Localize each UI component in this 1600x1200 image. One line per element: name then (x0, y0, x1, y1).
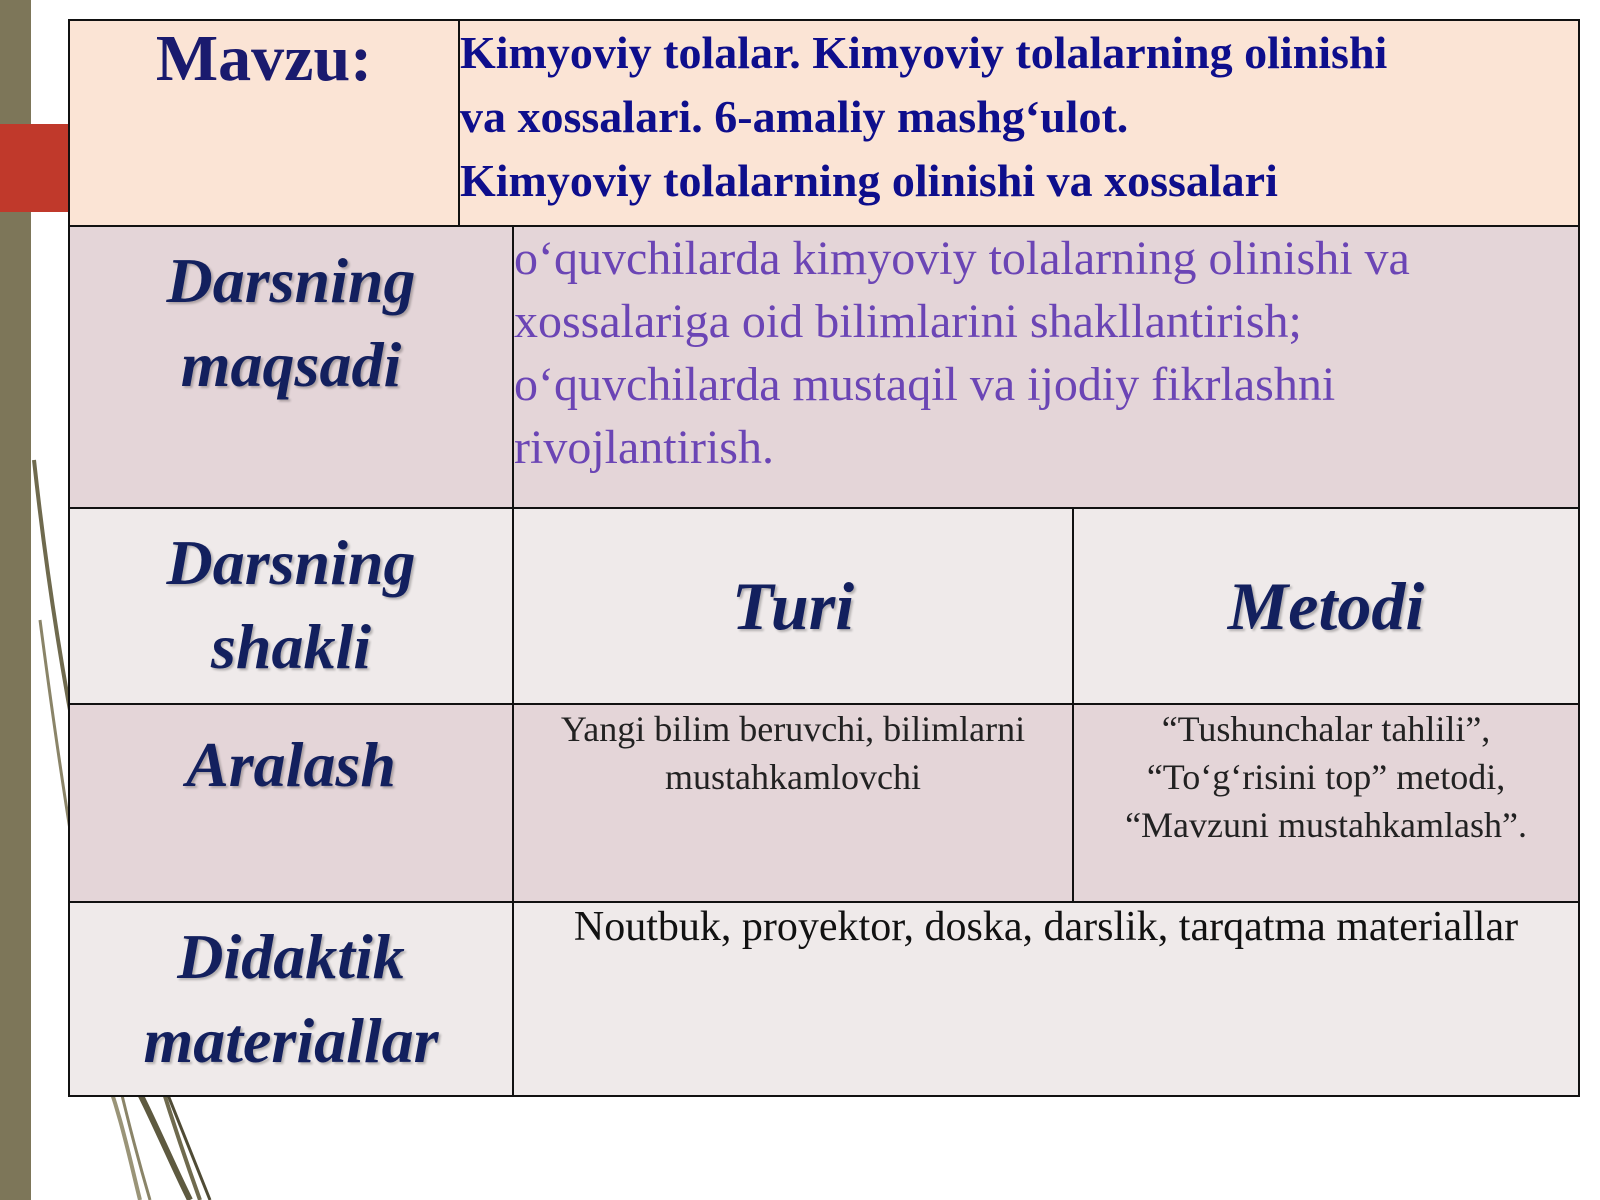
goal-line-1: o‘quvchilarda kimyoviy tolalarning olinishi va (514, 232, 1410, 285)
topic-row (69, 20, 1579, 226)
lesson-type-cell (513, 704, 1073, 902)
form-label (69, 508, 513, 704)
lesson-method-cell (1073, 704, 1579, 902)
goal-label (69, 226, 513, 508)
goal-line-4: rivojlantirish. (514, 421, 774, 474)
topic-label: Mavzu: (69, 20, 459, 226)
didactic-materials-text: Noutbuk, proyektor, doska, darslik, tarqatma materiallar (513, 902, 1579, 1096)
goal-line-2: xossalariga oid bilimlarini shakllantirish; (514, 295, 1302, 348)
form-label-line-1: Darsning (166, 527, 416, 598)
didactic-label-line-1: Didaktik (177, 921, 405, 992)
goal-line-3: o‘quvchilarda mustaqil va ijodiy fikrlashni (514, 358, 1336, 411)
type-column-header: Turi (513, 508, 1073, 704)
goal-label-line-2: maqsadi (180, 329, 402, 400)
method-line-3: “Mavzuni mustahkamlash”. (1125, 805, 1527, 845)
mixed-row (69, 704, 1579, 902)
goal-row (69, 226, 1579, 508)
lesson-plan-table (68, 19, 1580, 1097)
mixed-label: Aralash (69, 704, 513, 902)
method-line-1: “Tushunchalar tahlili”, (1161, 709, 1491, 749)
topic-text (459, 20, 1579, 226)
type-line-1: Yangi bilim beruvchi, bilimlarni (560, 709, 1026, 749)
topic-line-2: va xossalari. 6-amaliy mashg‘ulot. (460, 91, 1129, 142)
method-line-2: “To‘g‘risini top” metodi, (1146, 757, 1506, 797)
goal-text (513, 226, 1579, 508)
goal-label-line-1: Darsning (166, 245, 416, 316)
red-accent-tab (0, 124, 68, 212)
method-column-header: Metodi (1073, 508, 1579, 704)
form-label-line-2: shakli (210, 611, 372, 682)
didactic-row (69, 902, 1579, 1096)
didactic-label (69, 902, 513, 1096)
topic-line-1: Kimyoviy tolalar. Kimyoviy tolalarning olinishi (460, 27, 1388, 78)
type-line-2: mustahkamlovchi (665, 757, 921, 797)
form-row (69, 508, 1579, 704)
didactic-label-line-2: materiallar (143, 1005, 439, 1076)
topic-line-3: Kimyoviy tolalarning olinishi va xossalari (460, 155, 1278, 206)
